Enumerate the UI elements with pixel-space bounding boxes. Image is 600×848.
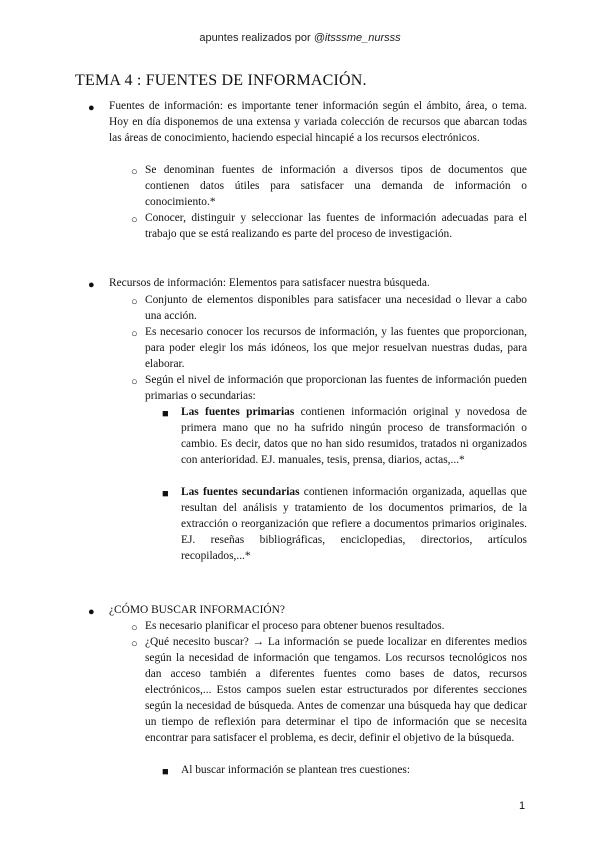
bullet-square-icon: ■ [162, 408, 169, 420]
buscar-sub2: ¿Qué necesito buscar? → La información se puede localizar en diferentes medios según la necesidad de información que tengamos. Los recursos tecnológicos nos dan acceso también a diferentes fuentes como bases de datos, recursos electrónicos,... Estos campos suelen estar estructurados por diferentes secciones según la necesidad de búsqueda. Antes de comenzar una búsqueda hay que dedicar un tiempo de reflexión para determinar el tipo de información que se necesita encontrar para satisfacer el problema, es decir, definir el objetivo de la búsqueda. [145, 636, 527, 744]
fuentes-sub2: Conocer, distinguir y seleccionar las fuentes de información adecuadas para el trabajo que se está realizando es parte del proceso de investigación. [145, 212, 527, 240]
bullet-dot-icon: ● [88, 279, 95, 291]
primarias-label: Las fuentes primarias [181, 406, 295, 418]
fuentes-paragraph: Fuentes de información: es importante tener información según el ámbito, área, o tema. Hoy en día disponemos de una extensa y variada colección de recursos que abarcan todas las áreas de conocimiento, haciendo especial hincapié a los recursos electrónicos. [109, 100, 527, 144]
fuentes-primarias-item [181, 404, 527, 468]
bullet-circle-icon: ○ [131, 638, 138, 650]
fuentes-sub1: Se denominan fuentes de información a diversos tipos de documentos que contienen datos útiles para satisfacer una demanda de información o conocimiento.* [145, 164, 527, 208]
bullet-circle-icon: ○ [131, 214, 138, 226]
bullet-circle-icon: ○ [131, 622, 138, 634]
buscar-sub3: Al buscar información se plantean tres cuestiones: [181, 764, 411, 776]
bullet-circle-icon: ○ [131, 166, 138, 178]
header-prefix: apuntes realizados por [199, 32, 314, 44]
bullet-dot-icon: ● [88, 606, 95, 618]
bullet-circle-icon: ○ [131, 328, 138, 340]
page-header [0, 32, 600, 44]
buscar-heading: ¿CÓMO BUSCAR INFORMACIÓN? [109, 604, 285, 616]
recursos-sub2: Es necesario conocer los recursos de información, y las fuentes que proporcionan, para poder elegir los más idóneos, los que mejor resuelvan nuestras dudas, para elaborar. [145, 326, 527, 370]
fuentes-secundarias-item [181, 484, 527, 564]
bullet-square-icon: ■ [162, 766, 169, 778]
header-handle: @itsssme_nursss [313, 32, 401, 44]
buscar-sub1: Es necesario planificar el proceso para obtener buenos resultados. [145, 620, 445, 632]
bullet-circle-icon: ○ [131, 376, 138, 388]
bullet-circle-icon: ○ [131, 296, 138, 308]
secundarias-text: contienen información organizada, aquellas que resultan del análisis y tratamiento de los documentos primarios, de la extracción o reorganización que refiere a documentos primarios originales. EJ. reseñas bibliográficas, enciclopedias, directorios, artículos recopilados,...* [181, 486, 527, 562]
recursos-sub1: Conjunto de elementos disponibles para satisfacer una necesidad o llevar a cabo una acción. [145, 294, 527, 322]
page-number: 1 [519, 800, 526, 812]
recursos-sub3: Según el nivel de información que proporcionan las fuentes de información pueden primarias o secundarias: [145, 374, 527, 402]
page-title: TEMA 4 : FUENTES DE INFORMACIÓN. [75, 72, 367, 89]
primarias-text: contienen información original y novedosa de primera mano que no ha sufrido ningún proceso de transformación o cambio. Es decir, datos que no han sido resumidos, tratados ni organizados con anterioridad. EJ. manuales, tesis, prensa, diarios, actas,...* [181, 406, 527, 466]
secundarias-label: Las fuentes secundarias [181, 486, 300, 498]
bullet-square-icon: ■ [162, 488, 169, 500]
recursos-paragraph: Recursos de información: Elementos para satisfacer nuestra búsqueda. [109, 277, 430, 289]
bullet-dot-icon: ● [88, 102, 95, 114]
